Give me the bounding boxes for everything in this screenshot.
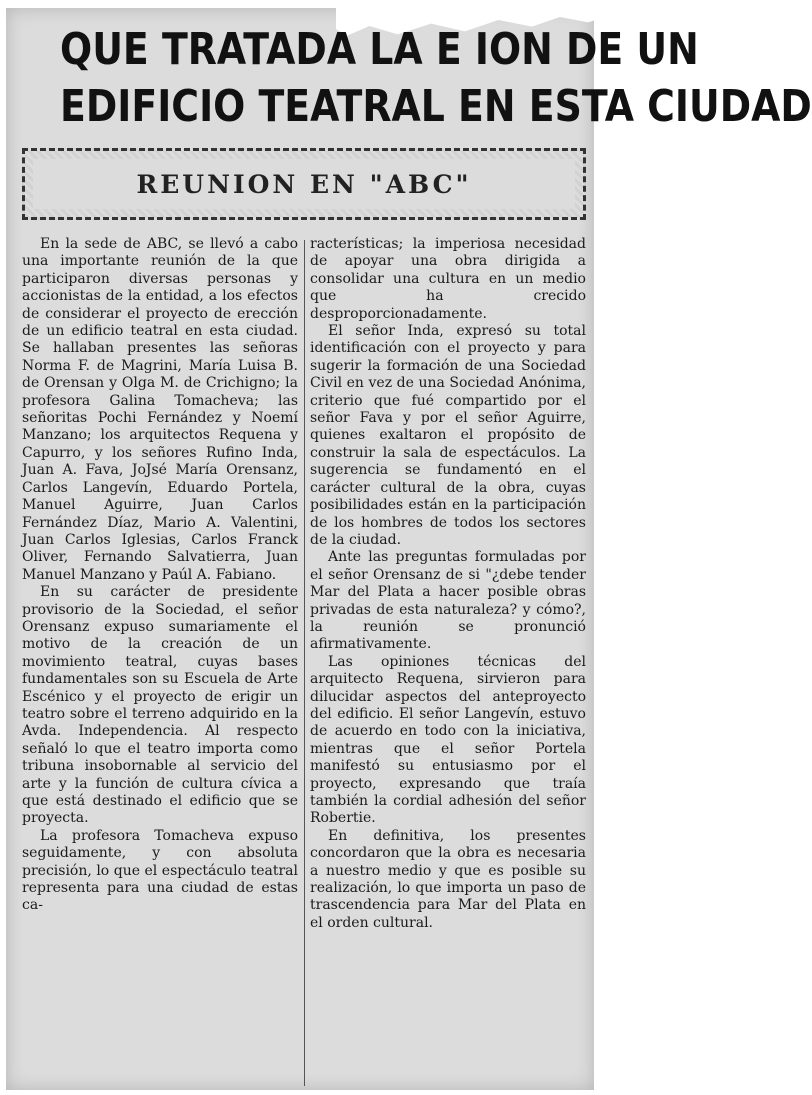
paragraph: racterísticas; la imperiosa necesidad de apoyar una obra dirigida a consolidar una cultura en un medio que ha crecido desproporcionadamente.	[310, 236, 586, 322]
paragraph: En la sede de ABC, se llevó a cabo una importante reunión de la que participaron diversas personas y accionistas de la entidad, a los efectos de considerar el proyecto de erección de un edificio teatral en esta ciudad. Se hallaban presentes las señoras Norma F. de Magrini, María Luisa B. de Orensan y Olga M. de Crichigno; la profesora Galina Tomacheva; las señoritas Pochi Fernández y Noemí Manzano; los arquitectos Requena y Capurro, y los señores Rufino Inda, Juan A. Fava, JoJsé María Orensanz, Carlos Langevín, Eduardo Portela, Manuel Aguirre, Juan Carlos Fernández Díaz, Mario A. Valentini, Juan Carlos Iglesias, Carlos Franck Oliver, Fernando Salvatierra, Juan Manuel Manzano y Paúl A. Fabiano.	[22, 236, 298, 583]
paragraph: En definitiva, los presentes concordaron que la obra es necesaria a nuestro medio y que es posible su realización, lo que importa un paso de trascendencia para Mar del Plata en el orden cultural.	[310, 827, 586, 931]
subhead-inner	[33, 159, 575, 209]
column-divider	[304, 240, 305, 1086]
article-column-left	[22, 236, 298, 915]
subhead-frame	[22, 148, 586, 220]
paragraph: En su carácter de presidente provisorio de la Sociedad, el señor Orensanz expuso sumariamente el motivo de la creación de un movimiento teatral, cuyas bases fundamentales son su Escuela de Arte Escénico y el proyecto de erigir un teatro sobre el terreno adquirido en la Avda. Independencia. Al respecto señaló lo que el teatro importa como tribuna insobornable al servicio del arte y la función de cultura cívica a que está destinado el edificio que se proyecta.	[22, 584, 298, 827]
newspaper-clipping	[6, 8, 812, 1090]
paragraph: El señor Inda, expresó su total identificación con el proyecto y para sugerir la formación de una Sociedad Civil en vez de una Sociedad Anónima, criterio que fué compartido por el señor Fava y por el señor Aguirre, quienes exaltaron el propósito de construir la sala de espectáculos. La sugerencia se fundamentó en el carácter cultural de la obra, cuyas posibilidades están en la participación de los hombres de todos los sectores de la ciudad.	[310, 323, 586, 548]
paragraph: Ante las preguntas formuladas por el señor Orensanz de si "¿debe tender Mar del Plata a hacer posible obras privadas de esta naturaleza? y cómo?, la reunión se pronunció afirmativamente.	[310, 549, 586, 653]
headline-line-2: EDIFICIO TEATRAL EN ESTA CIUDAD	[60, 81, 812, 132]
paragraph: Las opiniones técnicas del arquitecto Requena, sirvieron para dilucidar aspectos del anteproyecto del edificio. El señor Langevín, estuvo de acuerdo en todo con la iniciativa, mientras que el señor Portela manifestó su entusiasmo por el proyecto, expresando que traía también la cordial adhesión del señor Robertie.	[310, 653, 586, 827]
paragraph: La profesora Tomacheva expuso seguidamente, y con absoluta precisión, lo que el espectáculo teatral representa para una ciudad de estas ca-	[22, 827, 298, 914]
subhead: REUNION EN "ABC"	[136, 169, 472, 199]
article-column-right	[310, 236, 586, 932]
headline-line-1: QUE TRATADA LA E ION DE UN	[60, 24, 699, 75]
